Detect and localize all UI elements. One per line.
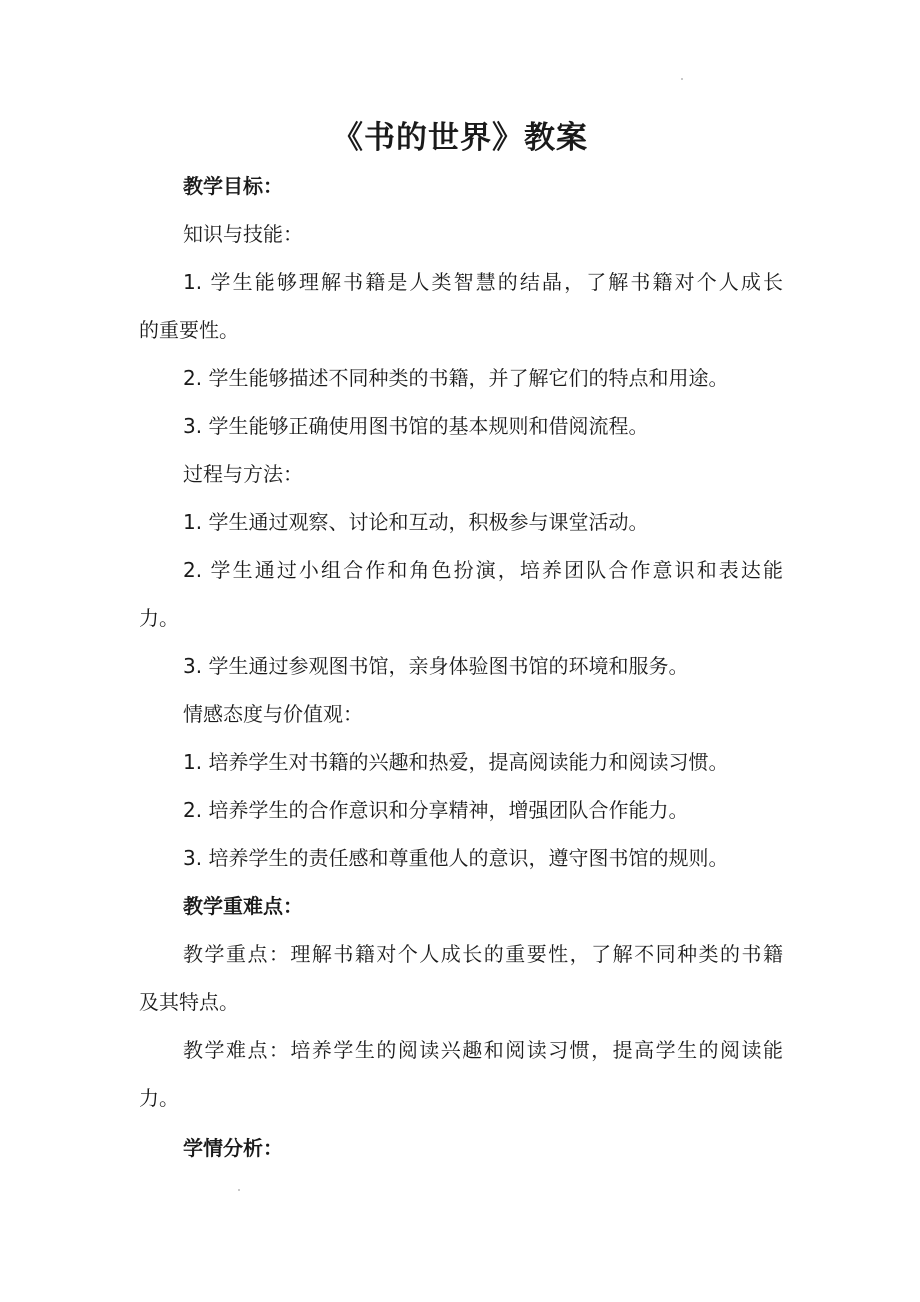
- document-title: 《书的世界》教案: [332, 120, 588, 156]
- paragraph-line: 2. 学生能够描述不同种类的书籍，并了解它们的特点和用途。: [183, 366, 729, 390]
- subheading-emotion-values: 情感态度与价值观：: [183, 702, 363, 726]
- paragraph-line: 3. 学生通过参观图书馆，亲身体验图书馆的环境和服务。: [183, 654, 689, 678]
- paragraph-line: 2. 培养学生的合作意识和分享精神，增强团队合作能力。: [183, 798, 689, 822]
- paragraph-line: 1. 学生通过观察、讨论和互动，积极参与课堂活动。: [183, 510, 649, 534]
- subheading-process-methods: 过程与方法：: [183, 462, 303, 486]
- paragraph-line: 及其特点。: [139, 990, 239, 1014]
- paragraph-line: 力。: [139, 606, 179, 630]
- scan-speck: [238, 1189, 240, 1191]
- paragraph-line: 力。: [139, 1086, 179, 1110]
- paragraph-line: 教学重点：理解书籍对个人成长的重要性，了解不同种类的书籍: [183, 942, 783, 966]
- paragraph-line: 教学难点：培养学生的阅读兴趣和阅读习惯，提高学生的阅读能: [183, 1038, 783, 1062]
- paragraph-line: 的重要性。: [139, 318, 239, 342]
- paragraph-line: 2. 学生通过小组合作和角色扮演，培养团队合作意识和表达能: [183, 558, 783, 582]
- paragraph-line: 3. 培养学生的责任感和尊重他人的意识，遵守图书馆的规则。: [183, 846, 729, 870]
- subheading-knowledge-skills: 知识与技能：: [183, 222, 303, 246]
- heading-learner-analysis: 学情分析：: [183, 1136, 283, 1160]
- paragraph-line: 1. 学生能够理解书籍是人类智慧的结晶，了解书籍对个人成长: [183, 270, 783, 294]
- scan-speck: [681, 78, 683, 80]
- paragraph-line: 3. 学生能够正确使用图书馆的基本规则和借阅流程。: [183, 414, 649, 438]
- heading-key-difficult-points: 教学重难点：: [183, 894, 303, 918]
- paragraph-line: 1. 培养学生对书籍的兴趣和热爱，提高阅读能力和阅读习惯。: [183, 750, 729, 774]
- heading-teaching-goals: 教学目标：: [183, 174, 283, 198]
